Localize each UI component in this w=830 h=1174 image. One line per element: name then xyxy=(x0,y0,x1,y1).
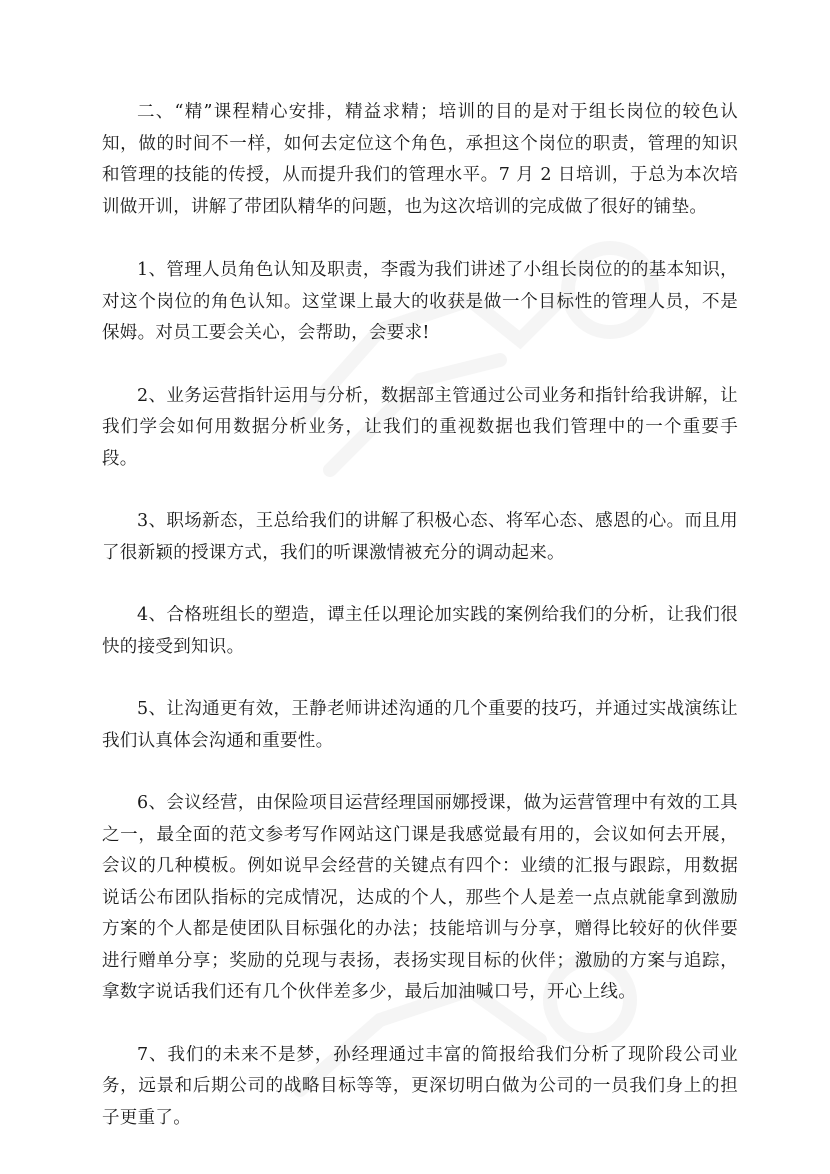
paragraph-item-5: 5、让沟通更有效，王静老师讲述沟通的几个重要的技巧，并通过实战演练让我们认真体会沟通和重要性。 xyxy=(102,699,738,751)
paragraph-intro: 二、“精”课程精心安排，精益求精；培训的目的是对于组长岗位的较色认知，做的时间不一样，如何去定位这个角色，承担这个岗位的职责，管理的知识和管理的技能的传授，从而提升我们的管理水平。7 月 2 日培训，于总为本次培训做开训，讲解了带团队精华的问题，也为这次培训的完成做了很好的铺垫。 xyxy=(102,102,738,217)
document-body xyxy=(102,97,738,1165)
paragraph-item-3: 3、职场新态，王总给我们的讲解了积极心态、将军心态、感恩的心。而且用了很新颖的授课方式，我们的听课激情被充分的调动起来。 xyxy=(102,511,738,563)
paragraph-item-6: 6、会议经营，由保险项目运营经理国丽娜授课，做为运营管理中有效的工具之一，最全面的范文参考写作网站这门课是我感觉最有用的，会议如何去开展，会议的几种模板。例如说早会经营的关键点有四个：业绩的汇报与跟踪，用数据说话公布团队指标的完成情况，达成的个人，那些个人是差一点点就能拿到激励方案的个人都是使团队目标强化的办法；技能培训与分享，赠得比较好的伙伴要进行赠单分享；奖励的兑现与表扬，表扬实现目标的伙伴；激励的方案与追踪，拿数字说话我们还有几个伙伴差多少，最后加油喊口号，开心上线。 xyxy=(102,793,738,1002)
paragraph-item-1: 1、管理人员角色认知及职责，李霞为我们讲述了小组长岗位的的基本知识，对这个岗位的角色认知。这堂课上最大的收获是做一个目标性的管理人员，不是保姆。对员工要会关心，会帮助，会要求! xyxy=(102,260,738,343)
paragraph-item-4: 4、合格班组长的塑造，谭主任以理论加实践的案例给我们的分析，让我们很快的接受到知识。 xyxy=(102,605,738,657)
paragraph-item-2: 2、业务运营指针运用与分析，数据部主管通过公司业务和指针给我讲解，让我们学会如何用数据分析业务，让我们的重视数据也我们管理中的一个重要手段。 xyxy=(102,385,738,469)
paragraph-item-7: 7、我们的未来不是梦，孙经理通过丰富的简报给我们分析了现阶段公司业务，远景和后期公司的战略目标等等，更深切明白做为公司的一员我们身上的担子更重了。 xyxy=(102,1044,738,1128)
